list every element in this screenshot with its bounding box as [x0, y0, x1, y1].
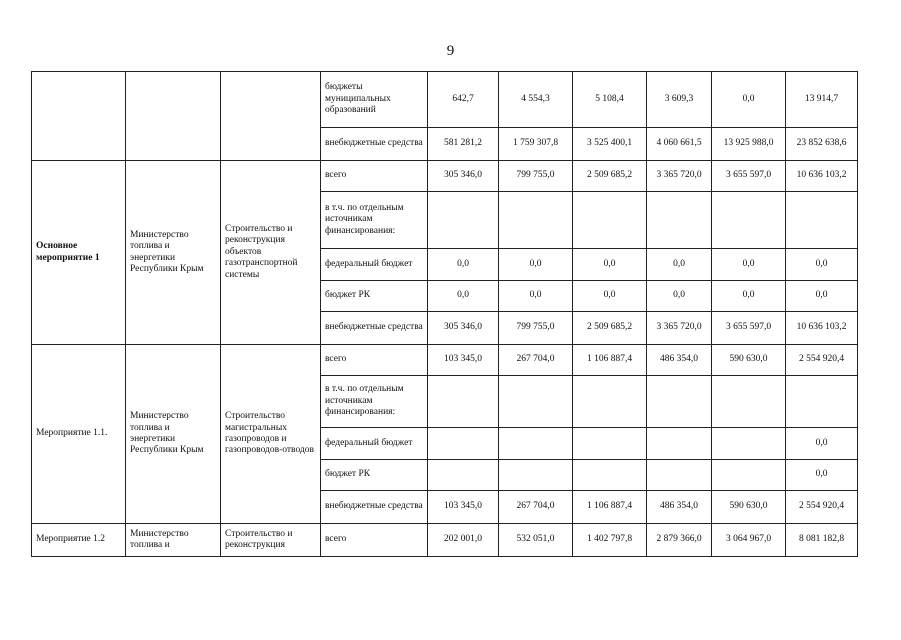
value-cell: 0,0	[712, 249, 786, 281]
value-cell	[428, 192, 499, 249]
value-cell: 23 852 638,6	[786, 128, 858, 161]
value-cell	[428, 428, 499, 460]
value-cell: 3 655 597,0	[712, 312, 786, 345]
value-cell: 0,0	[647, 249, 712, 281]
value-cell: 0,0	[786, 428, 858, 460]
value-cell: 1 402 797,8	[573, 524, 647, 557]
source-cell: внебюджетные средства	[321, 491, 428, 524]
value-cell: 4 060 661,5	[647, 128, 712, 161]
value-cell: 0,0	[428, 249, 499, 281]
value-cell: 103 345,0	[428, 345, 499, 376]
description-cell: Строительство и реконструкция объектов газотранспортной системы	[221, 161, 321, 345]
value-cell	[573, 376, 647, 428]
value-cell: 267 704,0	[499, 491, 573, 524]
value-cell	[647, 460, 712, 491]
source-cell: в т.ч. по отдельным источникам финансирования:	[321, 376, 428, 428]
source-cell: федеральный бюджет	[321, 428, 428, 460]
table-row	[32, 161, 858, 192]
value-cell: 486 354,0	[647, 345, 712, 376]
empty-cell	[32, 72, 126, 161]
value-cell	[499, 192, 573, 249]
funding-table-body	[32, 72, 858, 557]
value-cell: 1 759 307,8	[499, 128, 573, 161]
empty-cell	[221, 72, 321, 161]
value-cell: 642,7	[428, 72, 499, 128]
source-cell: внебюджетные средства	[321, 128, 428, 161]
table-row	[32, 345, 858, 376]
value-cell: 0,0	[786, 281, 858, 312]
value-cell	[573, 192, 647, 249]
value-cell: 8 081 182,8	[786, 524, 858, 557]
table-row	[32, 524, 858, 557]
value-cell: 2 879 366,0	[647, 524, 712, 557]
source-cell: внебюджетные средства	[321, 312, 428, 345]
value-cell: 0,0	[786, 249, 858, 281]
value-cell	[712, 192, 786, 249]
value-cell: 305 346,0	[428, 312, 499, 345]
value-cell: 532 051,0	[499, 524, 573, 557]
value-cell	[573, 428, 647, 460]
measure-name: Мероприятие 1.2	[32, 524, 126, 557]
value-cell: 5 108,4	[573, 72, 647, 128]
funding-table	[31, 71, 858, 557]
value-cell: 13 914,7	[786, 72, 858, 128]
value-cell: 0,0	[499, 249, 573, 281]
value-cell	[712, 376, 786, 428]
measure-name: Мероприятие 1.1.	[32, 345, 126, 524]
value-cell: 486 354,0	[647, 491, 712, 524]
value-cell: 10 636 103,2	[786, 161, 858, 192]
value-cell: 581 281,2	[428, 128, 499, 161]
value-cell: 4 554,3	[499, 72, 573, 128]
value-cell: 2 509 685,2	[573, 161, 647, 192]
source-cell: всего	[321, 161, 428, 192]
value-cell: 590 630,0	[712, 345, 786, 376]
value-cell	[786, 376, 858, 428]
source-cell: в т.ч. по отдельным источникам финансирования:	[321, 192, 428, 249]
value-cell: 0,0	[647, 281, 712, 312]
measure-name: Основное мероприятие 1	[32, 161, 126, 345]
value-cell: 2 554 920,4	[786, 491, 858, 524]
executor-cell: Министерство топлива и	[126, 524, 221, 557]
value-cell	[499, 460, 573, 491]
value-cell: 590 630,0	[712, 491, 786, 524]
value-cell: 1 106 887,4	[573, 491, 647, 524]
value-cell	[647, 428, 712, 460]
value-cell	[712, 460, 786, 491]
source-cell: бюджеты муниципальных образований	[321, 72, 428, 128]
value-cell: 0,0	[428, 281, 499, 312]
source-cell: бюджет РК	[321, 460, 428, 491]
value-cell: 0,0	[499, 281, 573, 312]
source-cell: федеральный бюджет	[321, 249, 428, 281]
executor-cell: Министерство топлива и энергетики Республики Крым	[126, 345, 221, 524]
value-cell: 3 655 597,0	[712, 161, 786, 192]
value-cell	[573, 460, 647, 491]
value-cell: 0,0	[573, 281, 647, 312]
value-cell: 0,0	[786, 460, 858, 491]
value-cell	[712, 428, 786, 460]
value-cell	[499, 428, 573, 460]
value-cell	[647, 192, 712, 249]
value-cell: 2 509 685,2	[573, 312, 647, 345]
table-row	[32, 72, 858, 128]
value-cell	[499, 376, 573, 428]
value-cell: 10 636 103,2	[786, 312, 858, 345]
value-cell: 3 525 400,1	[573, 128, 647, 161]
description-cell: Строительство и реконструкция	[221, 524, 321, 557]
executor-cell: Министерство топлива и энергетики Республики Крым	[126, 161, 221, 345]
value-cell: 0,0	[573, 249, 647, 281]
description-cell: Строительство магистральных газопроводов и газопроводов-отводов	[221, 345, 321, 524]
source-cell: всего	[321, 524, 428, 557]
value-cell	[786, 192, 858, 249]
empty-cell	[126, 72, 221, 161]
value-cell: 3 365 720,0	[647, 312, 712, 345]
value-cell: 3 064 967,0	[712, 524, 786, 557]
value-cell: 799 755,0	[499, 312, 573, 345]
value-cell: 3 365 720,0	[647, 161, 712, 192]
value-cell: 202 001,0	[428, 524, 499, 557]
value-cell: 267 704,0	[499, 345, 573, 376]
value-cell: 305 346,0	[428, 161, 499, 192]
value-cell	[428, 460, 499, 491]
value-cell: 2 554 920,4	[786, 345, 858, 376]
value-cell: 13 925 988,0	[712, 128, 786, 161]
page-number: 9	[446, 43, 455, 59]
value-cell	[428, 376, 499, 428]
source-cell: всего	[321, 345, 428, 376]
value-cell: 1 106 887,4	[573, 345, 647, 376]
value-cell: 799 755,0	[499, 161, 573, 192]
value-cell	[647, 376, 712, 428]
value-cell: 0,0	[712, 72, 786, 128]
value-cell: 103 345,0	[428, 491, 499, 524]
value-cell: 3 609,3	[647, 72, 712, 128]
value-cell: 0,0	[712, 281, 786, 312]
source-cell: бюджет РК	[321, 281, 428, 312]
